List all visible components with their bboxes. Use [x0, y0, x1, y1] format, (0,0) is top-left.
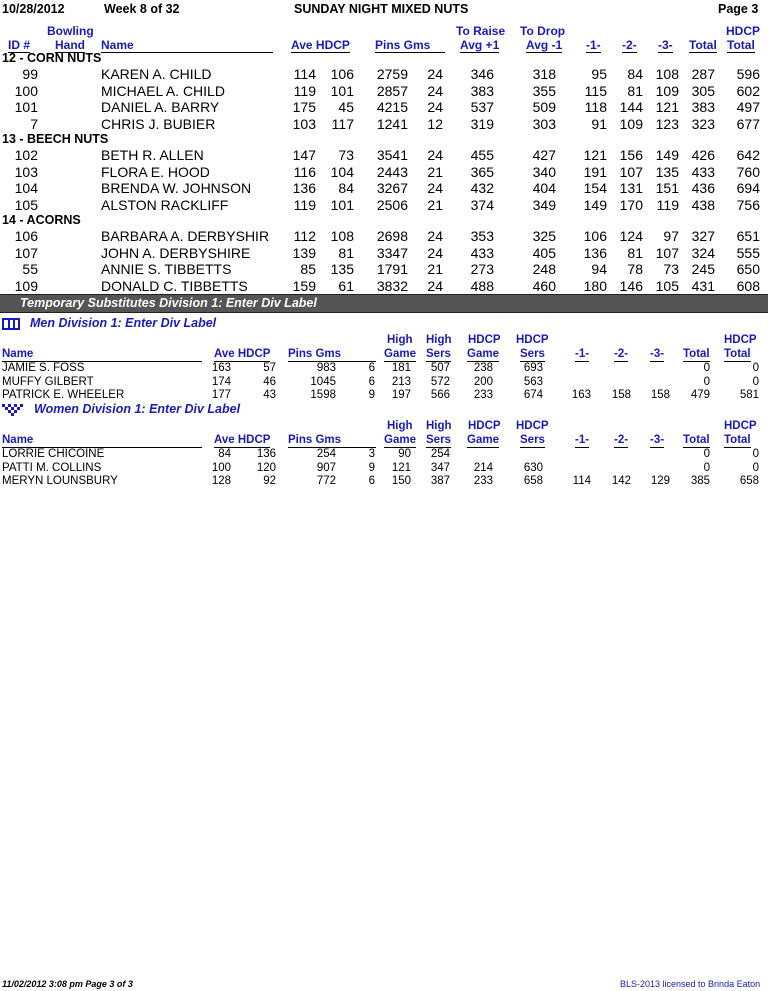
sub-handicap: 136 — [256, 448, 276, 460]
bowler-game-3: 97 — [663, 228, 679, 244]
bowler-average: 147 — [292, 147, 316, 163]
bowler-to-drop: 340 — [532, 163, 556, 180]
bowler-game-3: 149 — [655, 147, 679, 163]
sub-pins: 772 — [316, 475, 336, 487]
sub-hdcp-game: 233 — [473, 389, 493, 401]
sub-col-ave-hdcp: Ave HDCP — [214, 434, 271, 446]
bowler-hdcp-total: 650 — [736, 261, 760, 277]
sub-col-name: Name — [2, 348, 202, 362]
sub-col-high: High — [387, 334, 413, 346]
sub-hdcp-series: 693 — [523, 362, 543, 374]
bowler-total: 438 — [691, 196, 715, 213]
sub-handicap: 120 — [256, 461, 276, 474]
col-pins-gms: Pins Gms — [375, 38, 445, 53]
sub-col-ave-hdcp: Ave HDCP — [214, 348, 271, 360]
bowler-id: 99 — [22, 66, 38, 82]
sub-name: PATRICK E. WHEELER — [2, 389, 125, 401]
bowler-game-2: 81 — [627, 82, 643, 99]
bowler-game-1: 136 — [583, 244, 607, 261]
sub-col-game-3: -3- — [650, 348, 665, 360]
bowler-game-1: 91 — [591, 115, 607, 132]
bowler-handicap: 117 — [331, 115, 354, 132]
sub-high-game: 197 — [391, 389, 411, 401]
sub-games: 6 — [368, 362, 375, 374]
sub-section-title: Women Division 1: Enter Div Label — [34, 402, 241, 416]
sub-hdcp-series: 674 — [523, 389, 543, 401]
report-week: Week 8 of 32 — [104, 2, 180, 16]
bowler-hdcp-total: 608 — [736, 277, 760, 294]
sub-hdcp-series: 658 — [523, 475, 543, 487]
bowler-name: KAREN A. CHILD — [101, 66, 212, 82]
bowler-name: DANIEL A. BARRY — [101, 99, 220, 115]
bowler-id: 106 — [14, 228, 38, 244]
sub-col-sers: Sers — [426, 348, 451, 360]
sub-high-series: 347 — [430, 461, 450, 474]
bowler-hdcp-total: 651 — [736, 228, 760, 244]
sub-section-title: Men Division 1: Enter Div Label — [30, 316, 217, 330]
col-bowling: Bowling — [47, 24, 94, 38]
bowler-game-3: 119 — [656, 196, 679, 213]
sub-col-game: Game — [384, 434, 416, 446]
sub-high-game: 181 — [391, 362, 411, 374]
bowler-game-3: 135 — [655, 163, 679, 180]
bowler-to-raise: 433 — [470, 244, 494, 261]
bowler-games: 21 — [427, 196, 443, 213]
bowler-game-2: 146 — [619, 277, 643, 294]
men-division-icon — [2, 317, 20, 329]
bowler-average: 159 — [292, 277, 316, 294]
bowler-average: 119 — [293, 196, 316, 213]
bowler-total: 431 — [691, 277, 715, 294]
bowler-pins: 3541 — [376, 147, 408, 163]
sub-total: 479 — [690, 389, 710, 401]
bowler-game-2: 84 — [627, 66, 643, 82]
sub-col-hdcp-total: Total — [724, 348, 751, 360]
bowler-hdcp-total: 555 — [736, 244, 760, 261]
bowler-id: 103 — [14, 163, 38, 180]
bowler-to-raise: 319 — [470, 115, 494, 132]
team-header: 12 - CORN NUTS — [2, 51, 102, 65]
bowler-to-drop: 405 — [532, 244, 556, 261]
bowler-games: 24 — [427, 147, 443, 163]
report-title: SUNDAY NIGHT MIXED NUTS — [294, 2, 469, 16]
sub-handicap: 92 — [263, 475, 276, 487]
bowler-to-drop: 325 — [532, 228, 556, 244]
sub-pins: 983 — [316, 362, 336, 374]
bowler-average: 139 — [292, 244, 316, 261]
bowler-hdcp-total: 694 — [736, 180, 760, 196]
bowler-handicap: 135 — [330, 261, 354, 277]
sub-col-sers: Sers — [426, 434, 451, 446]
bowler-hdcp-total: 602 — [736, 82, 760, 99]
sub-total: 385 — [690, 475, 710, 487]
sub-pins: 254 — [316, 448, 336, 460]
col-hdcp: HDCP — [726, 24, 761, 38]
bowler-id: 109 — [14, 277, 38, 294]
sub-games: 9 — [368, 461, 375, 474]
bowler-game-3: 121 — [655, 99, 679, 115]
sub-game-3: 129 — [650, 475, 670, 487]
bowler-hdcp-total: 497 — [736, 99, 760, 115]
bowler-pins: 3832 — [376, 277, 408, 294]
bowler-handicap: 106 — [330, 66, 354, 82]
sub-hdcp-series: 630 — [523, 461, 543, 474]
bowler-games: 24 — [427, 228, 443, 244]
substitutes-bar-label: Temporary Substitutes Division 1: Enter Div Label — [20, 296, 317, 310]
bowler-games: 24 — [427, 180, 443, 196]
bowler-pins: 2698 — [376, 228, 408, 244]
bowler-average: 112 — [293, 228, 316, 244]
sub-high-series: 254 — [430, 448, 450, 460]
bowler-average: 175 — [292, 99, 316, 115]
bowler-to-raise: 365 — [470, 163, 494, 180]
bowler-hdcp-total: 760 — [736, 163, 760, 180]
bowler-name: BRENDA W. JOHNSON — [101, 180, 252, 196]
bowler-total: 245 — [691, 261, 715, 277]
col-id: ID # — [8, 38, 31, 52]
col-to-raise: To Raise — [456, 24, 506, 38]
sub-col-hdcp-sers: Sers — [520, 348, 545, 360]
sub-hdcp-game: 233 — [473, 475, 493, 487]
bowler-id: 55 — [22, 261, 38, 277]
bowler-game-2: 81 — [627, 244, 643, 261]
sub-col-hdcp: HDCP — [516, 420, 549, 432]
sub-hdcp-series: 563 — [523, 375, 543, 388]
bowler-to-drop: 355 — [532, 82, 556, 99]
col-name: Name — [101, 38, 273, 53]
sub-game-3: 158 — [650, 389, 670, 401]
col-to-drop: To Drop — [520, 24, 566, 38]
sub-average: 174 — [211, 375, 231, 388]
sub-average: 163 — [211, 362, 231, 374]
bowler-pins: 3347 — [376, 244, 408, 261]
bowler-total: 436 — [691, 180, 715, 196]
bowler-game-1: 149 — [583, 196, 607, 213]
col-game-1: -1- — [586, 38, 601, 52]
sub-col-hdcp-total: Total — [724, 434, 751, 446]
bowler-name: ALSTON RACKLIFF — [101, 196, 229, 213]
bowler-game-3: 108 — [655, 66, 679, 82]
bowler-to-raise: 537 — [470, 99, 494, 115]
bowler-average: 116 — [293, 163, 316, 180]
sub-pins: 907 — [316, 461, 336, 474]
bowler-id: 101 — [14, 99, 38, 115]
sub-col-total: Total — [683, 348, 710, 360]
sub-games: 3 — [368, 448, 375, 460]
sub-col-game-2: -2- — [614, 434, 629, 446]
sub-name: MERYN LOUNSBURY — [2, 475, 118, 487]
sub-high-game: 213 — [391, 375, 411, 388]
bowler-game-2: 144 — [619, 99, 643, 115]
sub-hdcp-total: 0 — [752, 362, 759, 374]
sub-average: 84 — [218, 448, 231, 460]
sub-games: 6 — [368, 475, 375, 487]
bowler-pins: 1241 — [376, 115, 408, 132]
bowler-handicap: 101 — [330, 196, 354, 213]
sub-col-hdcp-game: Game — [467, 348, 499, 360]
sub-average: 177 — [211, 389, 231, 401]
bowler-game-3: 151 — [655, 180, 679, 196]
footer-timestamp: 11/02/2012 3:08 pm Page 3 of 3 — [2, 979, 133, 989]
sub-hdcp-total: 0 — [752, 461, 759, 474]
bowler-pins: 4215 — [376, 99, 408, 115]
bowler-total: 305 — [691, 82, 715, 99]
bowler-id: 102 — [14, 147, 38, 163]
bowler-handicap: 45 — [338, 99, 354, 115]
bowler-average: 103 — [292, 115, 316, 132]
bowler-to-raise: 346 — [470, 66, 494, 82]
sub-hdcp-game: 238 — [473, 362, 493, 374]
col-game-3: -3- — [658, 38, 673, 52]
sub-games: 6 — [368, 375, 375, 388]
sub-handicap: 46 — [263, 375, 276, 388]
sub-col-game-1: -1- — [575, 434, 590, 446]
bowler-games: 12 — [427, 115, 443, 132]
sub-col-game-2: -2- — [614, 348, 629, 360]
sub-name: MUFFY GILBERT — [2, 375, 94, 388]
bowler-game-3: 107 — [655, 244, 679, 261]
sub-col-hdcp: HDCP — [468, 334, 501, 346]
bowler-handicap: 84 — [338, 180, 354, 196]
bowler-to-drop: 427 — [532, 147, 556, 163]
bowler-id: 100 — [14, 82, 38, 99]
bowler-total: 426 — [691, 147, 715, 163]
bowler-game-2: 170 — [619, 196, 643, 213]
sub-handicap: 57 — [263, 362, 276, 374]
bowler-to-raise: 374 — [470, 196, 494, 213]
sub-col-high: High — [426, 334, 452, 346]
sub-col-game-1: -1- — [575, 348, 590, 360]
bowler-to-raise: 488 — [470, 277, 494, 294]
sub-col-hdcp-game: Game — [467, 434, 499, 446]
sub-average: 100 — [211, 461, 231, 474]
bowler-total: 287 — [691, 66, 715, 82]
bowler-games: 24 — [427, 277, 443, 294]
sub-name: LORRIE CHICOINE — [2, 448, 105, 460]
bowler-total: 324 — [691, 244, 715, 261]
bowler-game-1: 191 — [583, 163, 607, 180]
bowler-games: 21 — [427, 261, 443, 277]
sub-col-game-3: -3- — [650, 434, 665, 446]
sub-col-hdcp-sers: Sers — [520, 434, 545, 446]
bowler-game-2: 124 — [619, 228, 643, 244]
sub-name: PATTI M. COLLINS — [2, 461, 102, 474]
bowler-id: 104 — [14, 180, 38, 196]
sub-total: 0 — [703, 375, 710, 388]
col-hdcp-total: Total — [727, 38, 755, 52]
bowler-name: CHRIS J. BUBIER — [101, 115, 216, 132]
bowler-game-1: 115 — [584, 82, 607, 99]
bowler-pins: 2857 — [376, 82, 408, 99]
bowler-game-1: 94 — [591, 261, 607, 277]
sub-col-high: High — [426, 420, 452, 432]
bowler-to-raise: 383 — [470, 82, 494, 99]
bowler-total: 433 — [691, 163, 715, 180]
bowler-name: BETH R. ALLEN — [101, 147, 204, 163]
sub-games: 9 — [368, 389, 375, 401]
bowler-game-3: 73 — [663, 261, 679, 277]
bowler-handicap: 73 — [338, 147, 354, 163]
bowler-game-2: 78 — [627, 261, 643, 277]
team-header: 13 - BEECH NUTS — [2, 132, 109, 146]
bowler-to-drop: 349 — [532, 196, 556, 213]
col-game-2: -2- — [622, 38, 637, 52]
sub-pins: 1045 — [310, 375, 336, 388]
sub-high-game: 121 — [391, 461, 411, 474]
sub-pins: 1598 — [310, 389, 336, 401]
sub-hdcp-total: 658 — [739, 475, 759, 487]
bowler-to-drop: 248 — [532, 261, 556, 277]
bowler-to-drop: 303 — [532, 115, 556, 132]
bowler-id: 107 — [14, 244, 38, 261]
sub-handicap: 43 — [263, 389, 276, 401]
bowler-games: 24 — [427, 99, 443, 115]
bowler-game-2: 131 — [619, 180, 643, 196]
substitutes-bar — [0, 294, 768, 313]
page-number: Page 3 — [718, 2, 759, 16]
bowler-name: MICHAEL A. CHILD — [101, 82, 225, 99]
bowler-to-drop: 460 — [532, 277, 556, 294]
sub-hdcp-total: 0 — [752, 375, 759, 388]
bowler-name: ANNIE S. TIBBETTS — [101, 261, 232, 277]
sub-total: 0 — [703, 448, 710, 460]
bowler-game-1: 118 — [584, 99, 607, 115]
sub-high-series: 572 — [430, 375, 450, 388]
bowler-pins: 2443 — [376, 163, 408, 180]
bowler-game-3: 123 — [655, 115, 679, 132]
sub-total: 0 — [703, 362, 710, 374]
bowler-to-raise: 432 — [470, 180, 494, 196]
bowler-to-drop: 509 — [532, 99, 556, 115]
col-hand: Hand — [55, 38, 85, 52]
sub-game-1: 163 — [571, 389, 591, 401]
women-division-icon — [2, 403, 28, 415]
bowler-to-drop: 404 — [532, 180, 556, 196]
bowler-hdcp-total: 642 — [736, 147, 760, 163]
sub-hdcp-total: 0 — [752, 448, 759, 460]
sub-col-pins-gms: Pins Gms — [288, 348, 376, 362]
sub-col-total: Total — [683, 434, 710, 446]
bowler-name: DONALD C. TIBBETTS — [101, 277, 248, 294]
sub-high-game: 90 — [398, 448, 411, 460]
col-avg-minus: Avg -1 — [526, 38, 563, 52]
bowler-to-drop: 318 — [532, 66, 556, 82]
bowler-games: 24 — [427, 66, 443, 82]
footer-license: BLS-2013 licensed to Brinda Eaton — [620, 979, 761, 989]
bowler-game-3: 109 — [655, 82, 679, 99]
bowler-total: 383 — [691, 99, 715, 115]
bowler-game-2: 109 — [619, 115, 643, 132]
bowler-pins: 1791 — [376, 261, 408, 277]
bowler-id: 105 — [14, 196, 38, 213]
sub-total: 0 — [703, 461, 710, 474]
bowler-id: 7 — [30, 115, 38, 132]
sub-col-hdcp: HDCP — [468, 420, 501, 432]
sub-hdcp-game: 214 — [473, 461, 493, 474]
bowler-to-raise: 455 — [470, 147, 494, 163]
sub-col-hdcp: HDCP — [724, 334, 757, 346]
bowler-game-3: 105 — [655, 277, 679, 294]
report-date: 10/28/2012 — [2, 2, 65, 16]
col-ave-hdcp: Ave HDCP — [291, 38, 350, 52]
bowler-average: 85 — [300, 261, 316, 277]
sub-col-hdcp: HDCP — [724, 420, 757, 432]
sub-game-2: 142 — [611, 475, 631, 487]
team-header: 14 - ACORNS — [2, 213, 81, 227]
bowler-game-1: 121 — [583, 147, 607, 163]
bowler-games: 24 — [427, 82, 443, 99]
sub-col-name: Name — [2, 434, 202, 448]
col-total: Total — [689, 38, 717, 52]
bowler-pins: 3267 — [376, 180, 408, 196]
bowler-game-1: 154 — [583, 180, 607, 196]
sub-high-series: 507 — [430, 362, 450, 374]
bowler-handicap: 101 — [330, 82, 354, 99]
bowler-to-raise: 353 — [470, 228, 494, 244]
bowler-games: 21 — [427, 163, 443, 180]
sub-col-high: High — [387, 420, 413, 432]
sub-col-pins-gms: Pins Gms — [288, 434, 376, 448]
col-avg-plus: Avg +1 — [460, 38, 500, 52]
sub-game-1: 114 — [572, 475, 591, 487]
sub-game-2: 158 — [611, 389, 631, 401]
sub-col-hdcp: HDCP — [516, 334, 549, 346]
bowler-game-1: 95 — [591, 66, 607, 82]
bowler-hdcp-total: 596 — [736, 66, 760, 82]
bowler-games: 24 — [427, 244, 443, 261]
bowler-game-2: 156 — [619, 147, 643, 163]
bowler-average: 136 — [292, 180, 316, 196]
sub-high-series: 566 — [430, 389, 450, 401]
bowler-handicap: 81 — [338, 244, 354, 261]
bowler-name: FLORA E. HOOD — [101, 163, 210, 180]
sub-average: 128 — [211, 475, 231, 487]
bowler-to-raise: 273 — [470, 261, 494, 277]
bowler-handicap: 61 — [338, 277, 354, 294]
bowler-game-1: 106 — [583, 228, 607, 244]
sub-high-series: 387 — [430, 475, 450, 487]
bowler-pins: 2759 — [376, 66, 408, 82]
bowler-handicap: 104 — [330, 163, 354, 180]
bowler-name: BARBARA A. DERBYSHIR — [101, 228, 270, 244]
bowler-game-2: 107 — [619, 163, 643, 180]
sub-high-game: 150 — [391, 475, 411, 487]
bowler-average: 114 — [293, 66, 316, 82]
bowler-game-1: 180 — [583, 277, 607, 294]
sub-hdcp-game: 200 — [473, 375, 493, 388]
sub-col-game: Game — [384, 348, 416, 360]
bowler-name: JOHN A. DERBYSHIRE — [101, 244, 251, 261]
bowler-hdcp-total: 677 — [736, 115, 760, 132]
bowler-handicap: 108 — [330, 228, 354, 244]
sub-name: JAMIE S. FOSS — [2, 362, 85, 374]
sub-hdcp-total: 581 — [739, 389, 759, 401]
bowler-average: 119 — [293, 82, 316, 99]
bowler-pins: 2506 — [376, 196, 408, 213]
bowler-total: 327 — [691, 228, 715, 244]
bowler-hdcp-total: 756 — [736, 196, 760, 213]
bowler-total: 323 — [691, 115, 715, 132]
